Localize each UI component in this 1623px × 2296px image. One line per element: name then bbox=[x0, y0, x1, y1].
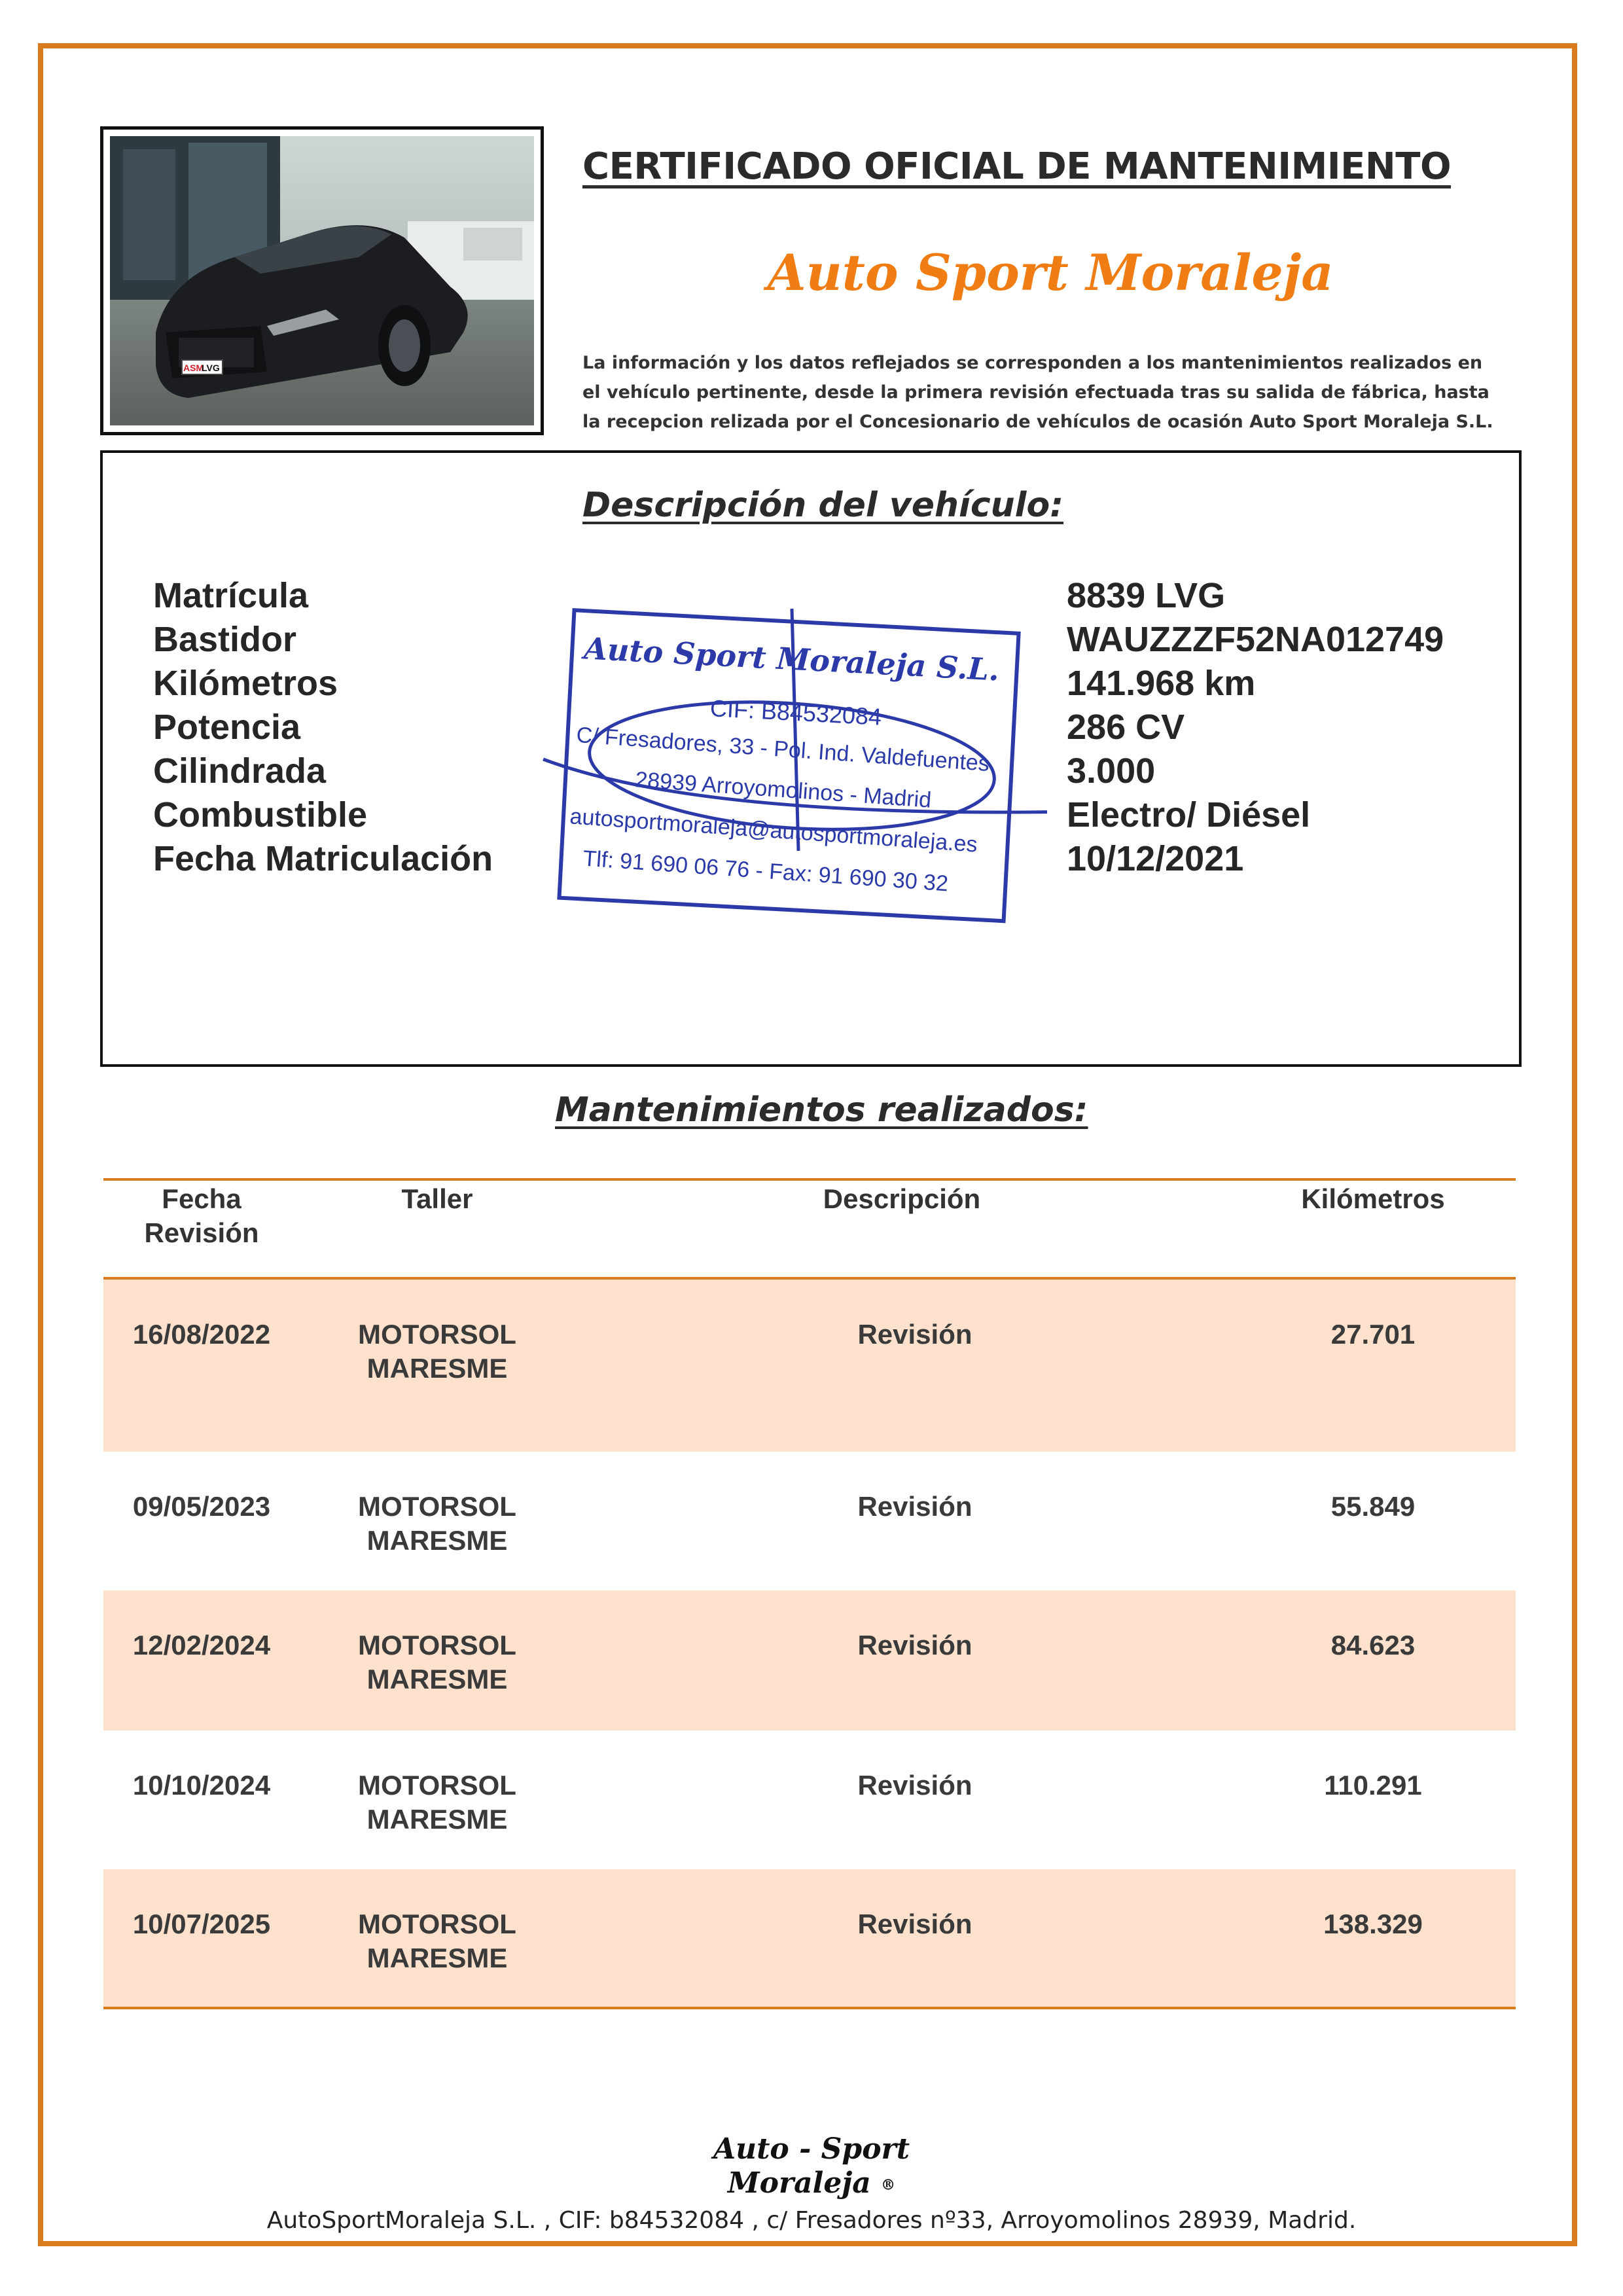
spec-label-matricula: Matrícula bbox=[153, 576, 309, 615]
header-fecha-revision bbox=[103, 1182, 300, 1250]
spec-value-cilindrada: 3.000 bbox=[1067, 751, 1156, 791]
row-taller bbox=[339, 1768, 535, 1837]
row-km: 27.701 bbox=[1330, 1319, 1416, 1350]
plate-text: LVG bbox=[202, 363, 220, 373]
row-taller-line: MARESME bbox=[366, 1664, 508, 1695]
row-date: 16/08/2022 bbox=[132, 1319, 271, 1350]
table-row bbox=[103, 1731, 1516, 1869]
spec-value-potencia: 286 CV bbox=[1067, 708, 1185, 747]
plate-badge: ASM bbox=[183, 363, 204, 373]
spec-value-kilometros: 141.968 km bbox=[1067, 664, 1256, 703]
header-taller: Taller bbox=[401, 1183, 473, 1214]
row-taller bbox=[339, 1628, 535, 1696]
row-taller-line: MOTORSOL bbox=[358, 1319, 516, 1350]
row-description: Revisión bbox=[857, 1319, 972, 1350]
company-stamp bbox=[537, 602, 1047, 942]
row-km: 110.291 bbox=[1324, 1770, 1422, 1801]
header-revision: Revisión bbox=[144, 1217, 259, 1248]
row-taller-line: MOTORSOL bbox=[358, 1909, 516, 1939]
vehicle-section-title: Descripción del vehículo: bbox=[582, 486, 1064, 525]
stamp-cif: CIF: B84532084 bbox=[709, 694, 883, 730]
row-taller-line: MARESME bbox=[366, 1353, 508, 1384]
footer-logo bbox=[681, 2132, 942, 2202]
row-taller-line: MARESME bbox=[366, 1943, 508, 1973]
table-bottom-rule bbox=[103, 2007, 1516, 2009]
row-km: 55.849 bbox=[1330, 1491, 1416, 1522]
row-taller bbox=[339, 1490, 535, 1558]
stamp-address: C/ Fresadores, 33 - Pol. Ind. Valdefuentes bbox=[575, 722, 991, 777]
row-km: 138.329 bbox=[1323, 1909, 1423, 1939]
header-fecha: Fecha bbox=[162, 1183, 241, 1214]
registered-mark: ® bbox=[881, 2176, 896, 2194]
footer-logo-moraleja: Moraleja bbox=[727, 2166, 871, 2200]
row-date: 12/02/2024 bbox=[132, 1630, 271, 1660]
stamp-city: 28939 Arroyomolinos - Madrid bbox=[634, 767, 933, 813]
row-taller bbox=[339, 1318, 535, 1386]
intro-line: La información y los datos reflejados se corresponden a los mantenimientos realizados en bbox=[582, 353, 1483, 373]
footer-logo-line2 bbox=[681, 2166, 942, 2202]
stamp-email: autosportmoraleja@autosportmoraleja.es bbox=[569, 804, 978, 857]
vehicle-photo-frame bbox=[100, 126, 544, 435]
row-date: 09/05/2023 bbox=[132, 1491, 271, 1522]
row-description: Revisión bbox=[857, 1491, 972, 1522]
spec-label-bastidor: Bastidor bbox=[153, 620, 297, 659]
spec-value-combustible: Electro/ Diésel bbox=[1067, 795, 1311, 834]
spec-label-combustible: Combustible bbox=[153, 795, 368, 834]
row-date: 10/07/2025 bbox=[132, 1909, 271, 1939]
row-description: Revisión bbox=[857, 1630, 972, 1660]
intro-line: el vehículo pertinente, desde la primera revisión efectuada tras su salida de fábrica, hasta bbox=[582, 382, 1489, 403]
row-km: 84.623 bbox=[1330, 1630, 1416, 1660]
footer-logo-line1: Auto - Sport bbox=[713, 2132, 910, 2166]
header-kilometros: Kilómetros bbox=[1301, 1183, 1445, 1214]
row-taller-line: MOTORSOL bbox=[358, 1491, 516, 1522]
spec-label-potencia: Potencia bbox=[153, 708, 301, 747]
row-description: Revisión bbox=[857, 1909, 972, 1939]
table-row bbox=[103, 1869, 1516, 2008]
spec-label-fecha-matriculacion: Fecha Matriculación bbox=[153, 839, 493, 878]
row-taller bbox=[339, 1907, 535, 1975]
table-row bbox=[103, 1590, 1516, 1731]
footer-company-info: AutoSportMoraleja S.L. , CIF: b84532084 , c/ Fresadores nº33, Arroyomolinos 28939, Madrid. bbox=[266, 2207, 1357, 2234]
row-taller-line: MARESME bbox=[366, 1525, 508, 1556]
header-descripcion: Descripción bbox=[823, 1183, 981, 1214]
intro-text bbox=[582, 348, 1518, 437]
spec-value-fecha-matriculacion: 10/12/2021 bbox=[1067, 839, 1244, 878]
spec-value-bastidor: WAUZZZF52NA012749 bbox=[1067, 620, 1444, 659]
table-row bbox=[103, 1280, 1516, 1452]
table-row bbox=[103, 1452, 1516, 1590]
row-description: Revisión bbox=[857, 1770, 972, 1801]
brand-name: Auto Sport Moraleja bbox=[767, 243, 1334, 302]
row-taller-line: MOTORSOL bbox=[358, 1630, 516, 1660]
row-taller-line: MARESME bbox=[366, 1804, 508, 1835]
spec-value-matricula: 8839 LVG bbox=[1067, 576, 1226, 615]
maintenance-section-title: Mantenimientos realizados: bbox=[555, 1090, 1088, 1130]
vehicle-photo bbox=[110, 136, 534, 425]
spec-label-kilometros: Kilómetros bbox=[153, 664, 338, 703]
table-top-rule bbox=[103, 1178, 1516, 1181]
stamp-company: Auto Sport Moraleja S.L. bbox=[583, 630, 1001, 688]
stamp-phones: Tlf: 91 690 06 76 - Fax: 91 690 30 32 bbox=[582, 846, 950, 897]
row-date: 10/10/2024 bbox=[132, 1770, 271, 1801]
intro-line: la recepcion relizada por el Concesionario de vehículos de ocasión Auto Sport Moraleja S.L. bbox=[582, 412, 1493, 432]
row-taller-line: MOTORSOL bbox=[358, 1770, 516, 1801]
certificate-title: CERTIFICADO OFICIAL DE MANTENIMIENTO bbox=[582, 145, 1452, 188]
spec-label-cilindrada: Cilindrada bbox=[153, 751, 327, 791]
